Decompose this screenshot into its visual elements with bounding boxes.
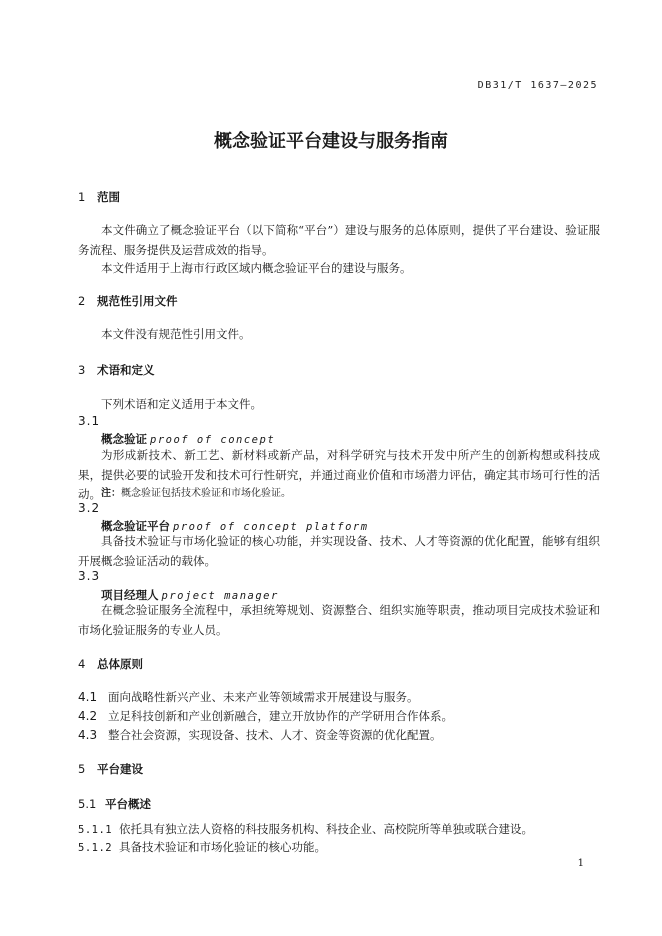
section-number: 3 xyxy=(78,363,86,377)
term-name: 概念验证 xyxy=(101,432,147,446)
item-number: 5.1.1 xyxy=(78,824,113,836)
paragraph: 本文件没有规范性引用文件。 xyxy=(101,327,251,341)
item-number: 4.2 xyxy=(78,709,98,723)
item-number: 5.1.2 xyxy=(78,842,113,854)
term-note xyxy=(101,484,291,499)
paragraph: 本文件适用于上海市行政区域内概念验证平台的建设与服务。 xyxy=(101,261,412,275)
term-name: 项目经理人 xyxy=(101,588,159,602)
clause-item xyxy=(78,820,533,840)
section-number: 2 xyxy=(78,294,86,308)
section-number: 5 xyxy=(78,762,86,776)
page-number: 1 xyxy=(577,858,584,869)
term-definition: 在概念验证服务全流程中，承担统筹规划、资源整合、组织实施等职责，推动项目完成技术验证和市场化验证服务的专业人员。 xyxy=(78,603,600,637)
item-text: 依托具有独立法人资格的科技服务机构、科技企业、高校院所等单独或联合建设。 xyxy=(119,822,533,836)
section-3-heading xyxy=(78,362,155,378)
term-english: proof of concept xyxy=(150,434,276,446)
note-text: 概念验证包括技术验证和市场化验证。 xyxy=(121,488,291,499)
principle-item xyxy=(78,688,419,707)
section-4-heading xyxy=(78,656,143,672)
section-title: 规范性引用文件 xyxy=(97,294,178,308)
section-number: 1 xyxy=(78,190,86,204)
section-title: 术语和定义 xyxy=(97,363,155,377)
subsection-heading xyxy=(78,796,151,812)
document-title: 概念验证平台建设与服务指南 xyxy=(214,131,448,152)
clause-item xyxy=(78,838,326,858)
term-english: proof of concept platform xyxy=(173,521,369,533)
term-number: 3.2 xyxy=(78,501,101,515)
note-label: 注： xyxy=(101,488,121,499)
section-number: 4 xyxy=(78,657,86,671)
term-name: 概念验证平台 xyxy=(101,519,170,533)
subsection-title: 平台概述 xyxy=(105,797,151,811)
subsection-number: 5.1 xyxy=(78,797,97,811)
section-2-heading xyxy=(78,293,178,309)
item-text: 面向战略性新兴产业、未来产业等领域需求开展建设与服务。 xyxy=(108,690,419,704)
section-title: 范围 xyxy=(97,190,120,204)
standard-code: DB31/T 1637—2025 xyxy=(477,80,598,91)
section-1-heading xyxy=(78,189,120,205)
term-number: 3.1 xyxy=(78,414,101,428)
item-text: 具备技术验证和市场化验证的核心功能。 xyxy=(119,840,326,854)
paragraph: 下列术语和定义适用于本文件。 xyxy=(101,397,262,411)
term-number: 3.3 xyxy=(78,569,101,583)
term-english: project manager xyxy=(161,590,279,602)
item-number: 4.3 xyxy=(78,728,98,742)
section-5-heading xyxy=(78,761,143,777)
item-text: 立足科技创新和产业创新融合，建立开放协作的产学研用合作体系。 xyxy=(108,709,453,723)
item-number: 4.1 xyxy=(78,690,98,704)
section-title: 总体原则 xyxy=(97,657,143,671)
term-definition: 具备技术验证与市场化验证的核心功能，并实现设备、技术、人才等资源的优化配置，能够有组织开展概念验证活动的载体。 xyxy=(78,534,600,568)
principle-item xyxy=(78,707,453,726)
term-definition: 为形成新技术、新工艺、新材料或新产品，对科学研究与技术开发中所产生的创新构想或科技成果，提供必要的试验开发和技术可行性研究，并通过商业价值和市场潜力评估，确定其市场可行性的活动。 xyxy=(78,448,600,501)
term-heading xyxy=(101,431,275,447)
paragraph: 本文件确立了概念验证平台（以下简称“平台”）建设与服务的总体原则，提供了平台建设、验证服务流程、服务提供及运营成效的指导。 xyxy=(78,223,600,257)
section-title: 平台建设 xyxy=(97,762,143,776)
item-text: 整合社会资源，实现设备、技术、人才、资金等资源的优化配置。 xyxy=(108,728,442,742)
principle-item xyxy=(78,726,442,745)
